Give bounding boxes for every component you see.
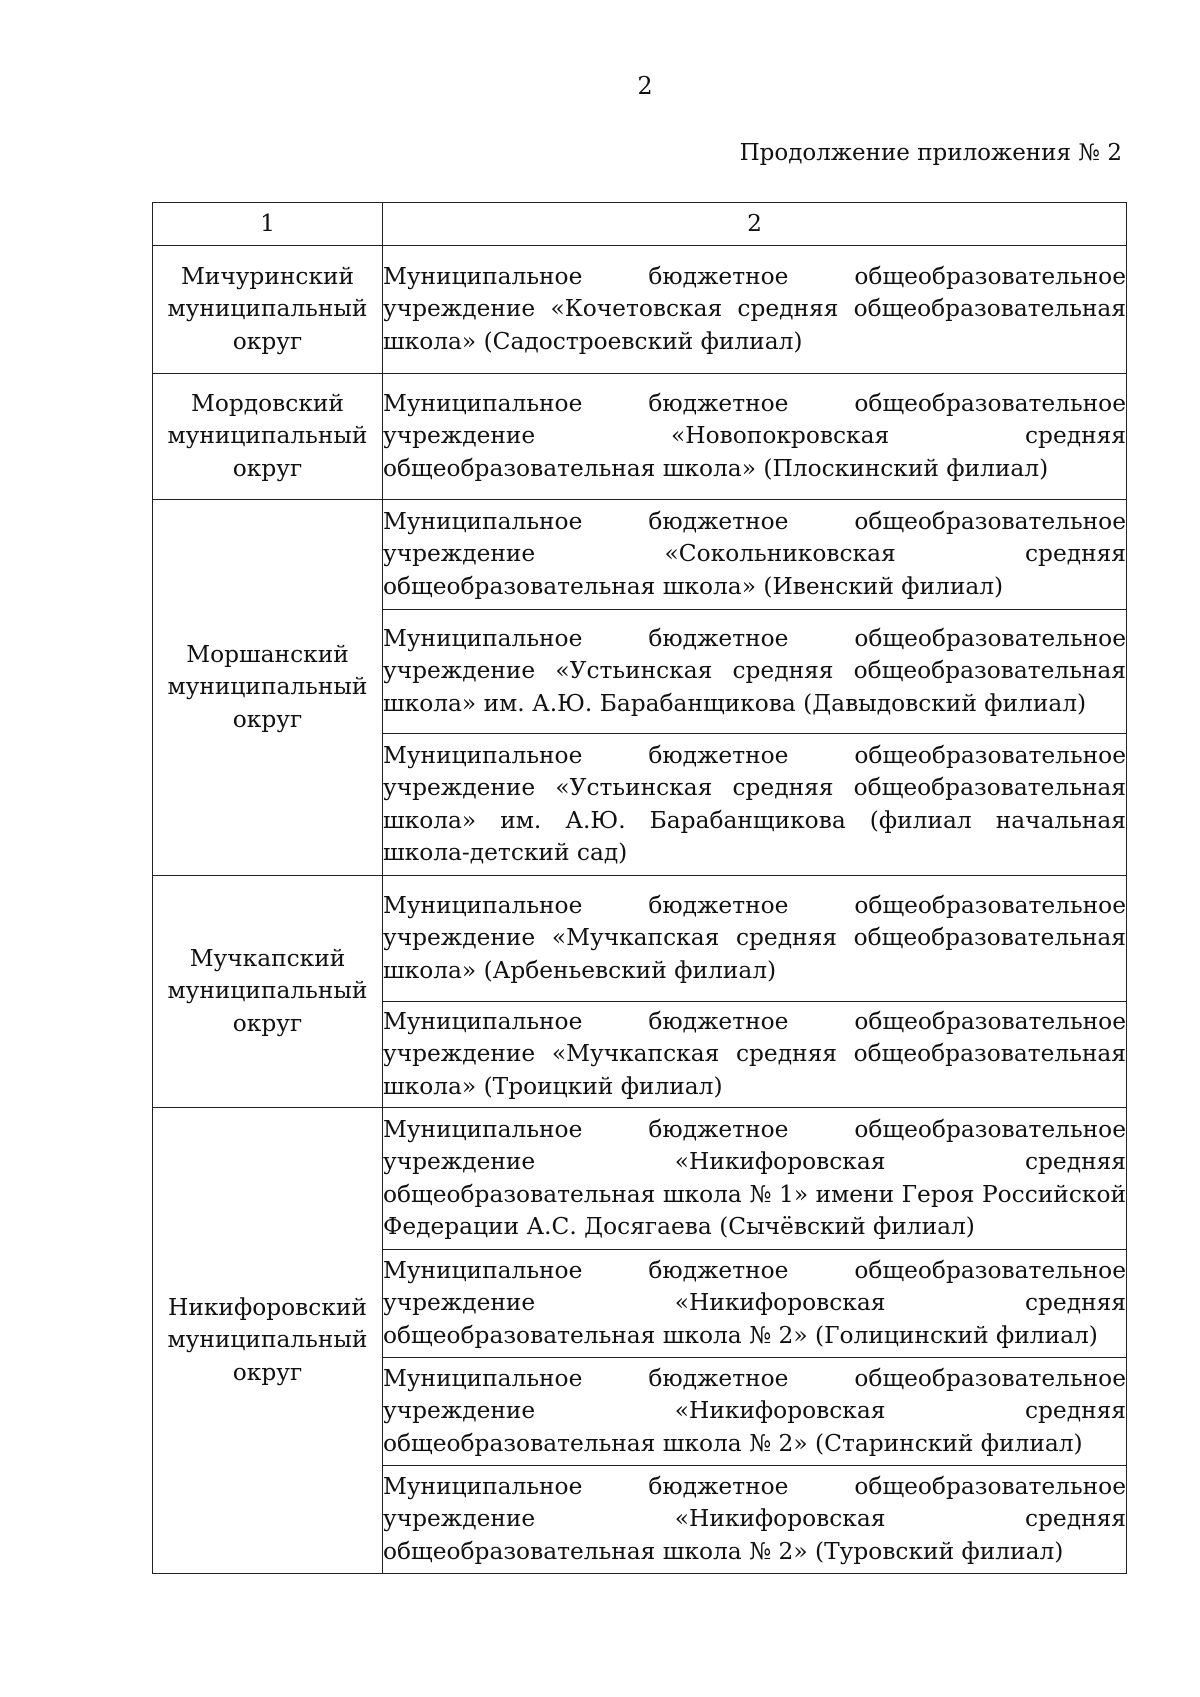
institution-cell: Муниципальное бюджетное общеобразовательное учреждение «Никифоровская средняя общеобразовательная школа № 2» (Старинский филиал) bbox=[383, 1358, 1127, 1466]
page-number: 2 bbox=[637, 72, 653, 100]
district-cell-muchkapsky: Мучкапский муниципальный округ bbox=[153, 876, 383, 1108]
institution-cell: Муниципальное бюджетное общеобразовательное учреждение «Кочетовская средняя общеобразовательная школа» (Садостроевский филиал) bbox=[383, 246, 1127, 374]
institution-cell: Муниципальное бюджетное общеобразовательное учреждение «Новопокровская средняя общеобразовательная школа» (Плоскинский филиал) bbox=[383, 374, 1127, 500]
appendix-continuation-note: Продолжение приложения № 2 bbox=[739, 140, 1122, 166]
institution-cell: Муниципальное бюджетное общеобразовательное учреждение «Мучкапская средняя общеобразовательная школа» (Арбеньевский филиал) bbox=[383, 876, 1127, 1002]
district-cell-nikiforovsky: Никифоровский муниципальный округ bbox=[153, 1108, 383, 1574]
institution-cell: Муниципальное бюджетное общеобразовательное учреждение «Никифоровская средняя общеобразовательная школа № 2» (Голицинский филиал) bbox=[383, 1250, 1127, 1358]
table-row bbox=[153, 876, 1127, 1002]
table-row bbox=[153, 246, 1127, 374]
institution-cell: Муниципальное бюджетное общеобразовательное учреждение «Устьинская средняя общеобразовательная школа» им. А.Ю. Барабанщикова (филиал начальная школа-детский сад) bbox=[383, 734, 1127, 876]
column-header-1: 1 bbox=[153, 203, 383, 246]
district-cell-michurinsky: Мичуринский муниципальный округ bbox=[153, 246, 383, 374]
schools-table bbox=[152, 202, 1127, 1574]
institution-cell: Муниципальное бюджетное общеобразовательное учреждение «Мучкапская средняя общеобразовательная школа» (Троицкий филиал) bbox=[383, 1002, 1127, 1108]
district-cell-mordovsky: Мордовский муниципальный округ bbox=[153, 374, 383, 500]
institution-cell: Муниципальное бюджетное общеобразовательное учреждение «Никифоровская средняя общеобразовательная школа № 1» имени Героя Российской Федерации А.С. Досягаева (Сычёвский филиал) bbox=[383, 1108, 1127, 1250]
table-row bbox=[153, 374, 1127, 500]
table-row bbox=[153, 500, 1127, 610]
district-cell-morshansky: Моршанский муниципальный округ bbox=[153, 500, 383, 876]
table-header-row bbox=[153, 203, 1127, 246]
institution-cell: Муниципальное бюджетное общеобразовательное учреждение «Сокольниковская средняя общеобразовательная школа» (Ивенский филиал) bbox=[383, 500, 1127, 610]
column-header-2: 2 bbox=[383, 203, 1127, 246]
institution-cell: Муниципальное бюджетное общеобразовательное учреждение «Устьинская средняя общеобразовательная школа» им. А.Ю. Барабанщикова (Давыдовский филиал) bbox=[383, 610, 1127, 734]
table-row bbox=[153, 1108, 1127, 1250]
institution-cell: Муниципальное бюджетное общеобразовательное учреждение «Никифоровская средняя общеобразовательная школа № 2» (Туровский филиал) bbox=[383, 1466, 1127, 1574]
